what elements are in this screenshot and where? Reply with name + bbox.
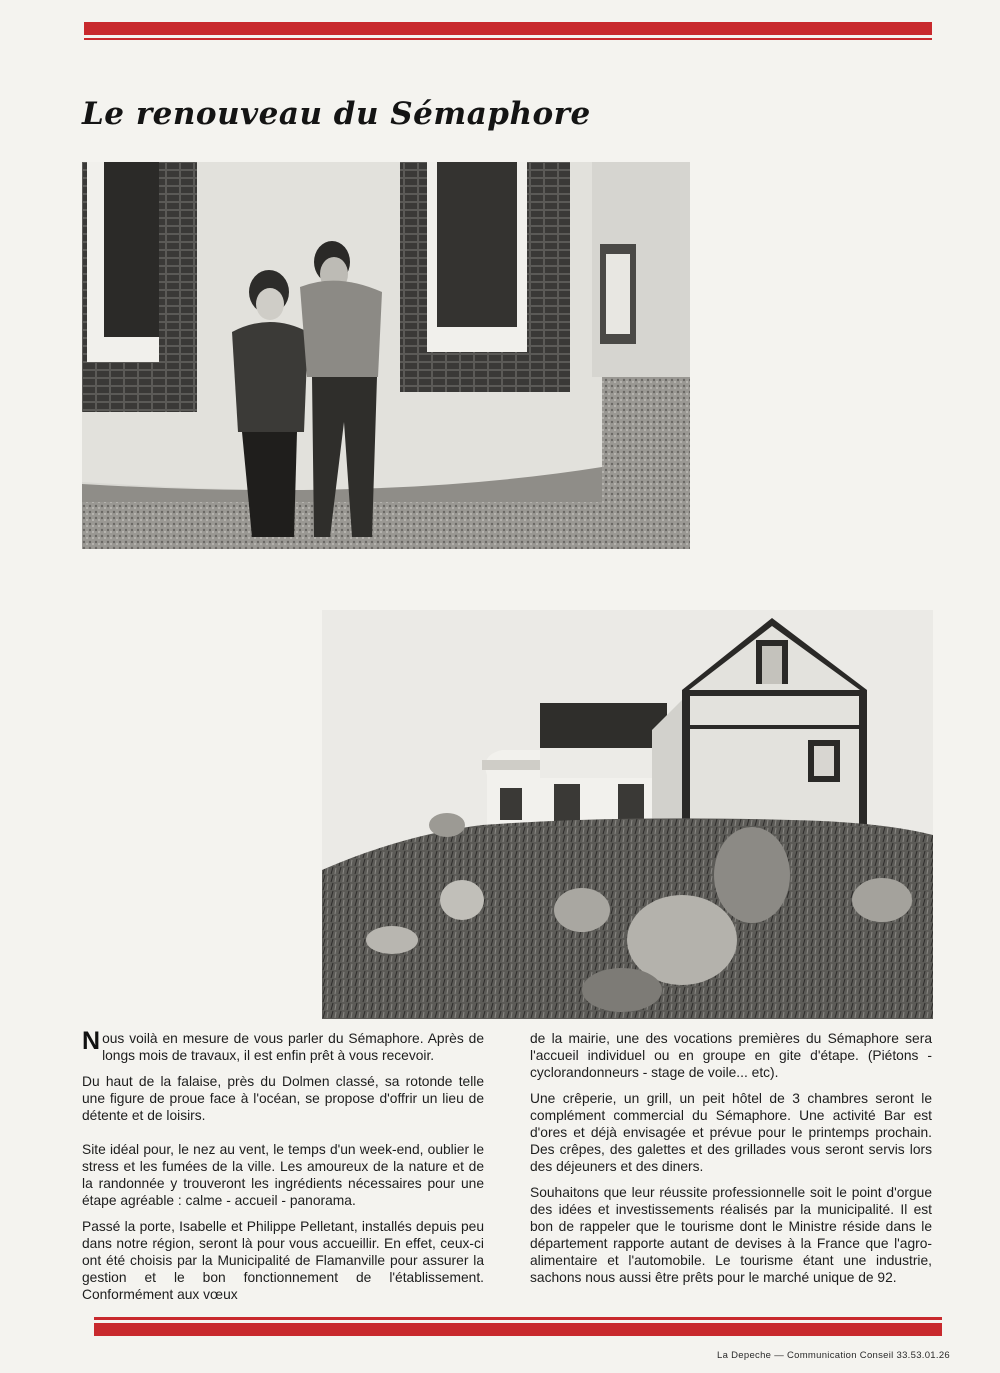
article-paragraph <box>82 1027 484 1064</box>
drop-cap: N <box>82 1027 101 1055</box>
top-red-rule <box>84 22 932 35</box>
article-paragraph: Une crêperie, un grill, un peit hôtel de 3 chambres seront le complément commercial du Sémaphore. Une activité Bar est d'ores et déjà envisagée et prévue pour le printemps prochain. Des crêpes, des galettes et des grillades vous seront servis lors des déjeuners et des diners. <box>530 1091 932 1174</box>
article-paragraph: Passé la porte, Isabelle et Philippe Pelletant, installés depuis peu dans notre région, seront là pour vous accueillir. En effet, ceux-ci ont été choisis par la Municipalité de Flamanville pour assurer la gestion et le bon fonctionnement de l'établissement. Conformément aux vœux <box>82 1219 484 1302</box>
article-paragraph: Souhaitons que leur réussite professionnelle soit le point d'orgue des idées et investissements réalisés par la municipalité. Il est bon de rappeler que le tourisme dont le Ministre réside dans le département rapporte autant de devises à la France que l'agro-alimentaire et l'automobile. Le tourisme étant une industrie, sachons nous aussi être prêts pour le marché unique de 92. <box>530 1185 932 1285</box>
footer-credit: La Depeche — Communication Conseil 33.53.01.26 <box>717 1350 950 1361</box>
top-thin-rule <box>84 38 932 40</box>
bottom-thin-rule <box>94 1317 942 1320</box>
page-title: Le renouveau du Sémaphore <box>82 96 591 132</box>
photo-semaphore-building <box>322 610 933 1019</box>
article-paragraph: Du haut de la falaise, près du Dolmen classé, sa rotonde telle une figure de proue face à l'océan, se propose d'offrir un lieu de détente et de loisirs. <box>82 1074 484 1123</box>
article-column-right <box>530 1030 932 1295</box>
photo-couple <box>82 162 690 549</box>
article-paragraph: Site idéal pour, le nez au vent, le temps d'un week-end, oublier le stress et les fumées de la ville. Les amoureux de la nature et de la randonnée y trouveront les ingrédients nécessaires pour une étape agréable : calme - accueil - panorama. <box>82 1142 484 1208</box>
bottom-red-rule <box>94 1323 942 1336</box>
article-paragraph: de la mairie, une des vocations premières du Sémaphore sera l'accueil individuel ou en groupe en gite d'étape. (Piétons - cyclorandonneurs - stage de voile... etc). <box>530 1031 932 1080</box>
article-column-left <box>82 1027 484 1312</box>
article-paragraph-text: ous voilà en mesure de vous parler du Sémaphore. Après de longs mois de travaux, il est enfin prêt à vous recevoir. <box>102 1031 484 1063</box>
